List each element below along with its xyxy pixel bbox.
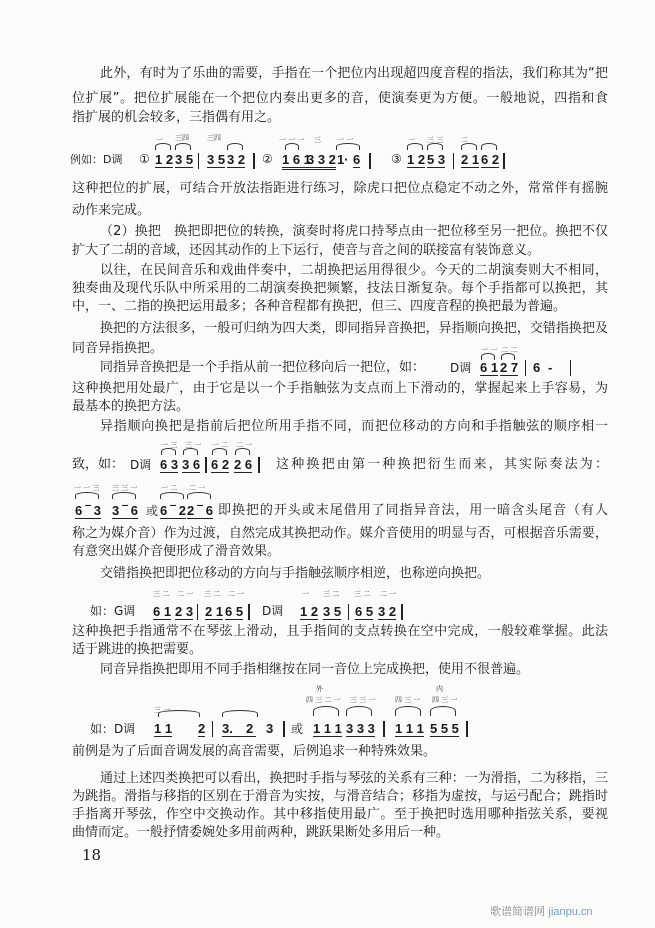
paragraph-line: 致，如： bbox=[72, 457, 125, 472]
paragraph-line: 交错指换把即把位移动的方向与手指触弦顺序相逆，也称逆向换把。 bbox=[100, 566, 491, 581]
notes: 3 2 bbox=[227, 152, 246, 167]
barline bbox=[503, 153, 505, 169]
fingering: 二 bbox=[461, 136, 468, 144]
page-number: 18 bbox=[82, 846, 102, 864]
fingering: 四 三 二 一 bbox=[306, 696, 341, 704]
fingering: 一 一 bbox=[337, 136, 354, 144]
notes: 1 2 bbox=[407, 152, 426, 167]
slur-icon bbox=[222, 710, 258, 717]
fingering: 三 二 bbox=[204, 590, 221, 598]
slur-icon bbox=[395, 706, 421, 716]
notes: 6 1 bbox=[153, 604, 172, 619]
fingering: 三 二 bbox=[354, 590, 371, 598]
fingering: 三四 bbox=[175, 134, 189, 142]
barline bbox=[401, 604, 403, 620]
fingering: 四 三 一 bbox=[432, 696, 458, 704]
paragraph-line: 位扩展”。把位扩展能在一个把位内奏出更多的音，使演奏更为方便。一般地说，四指和食 bbox=[72, 91, 608, 106]
watermark-en: jianpu.cn bbox=[548, 906, 593, 918]
paragraph-line: 以往，在民间音乐和戏曲伴奏中，二胡换把运用得很少。今天的二胡演奏则大不相同， bbox=[100, 263, 608, 278]
slur-icon bbox=[285, 143, 299, 150]
paragraph-line: 扩大了二胡的音域，还因其动作的上下运行，使音与音之间的联接富有装饰意义。 bbox=[72, 243, 541, 258]
barline bbox=[198, 153, 199, 169]
notes: 6 2 bbox=[211, 457, 230, 472]
example-label: 例如：D调 bbox=[70, 153, 123, 166]
paragraph-line: 中，一、二指的换把运用最多；各种音程都有换把，但三、四度音程的换把最为普遍。 bbox=[72, 299, 567, 314]
paragraph-line: 前例是为了后面音调发展的高音需要，后例追求一种特殊效果。 bbox=[72, 744, 437, 759]
notes: 3 5 bbox=[175, 152, 194, 167]
fingering: 一 bbox=[156, 136, 163, 144]
slur-icon bbox=[112, 492, 136, 499]
slur-icon bbox=[160, 492, 184, 499]
fingering: 三 三 一 bbox=[112, 484, 138, 492]
or-label: 或 bbox=[146, 504, 159, 518]
slur-icon bbox=[430, 706, 456, 716]
notes: 3. bbox=[222, 722, 256, 737]
slur-icon bbox=[75, 492, 99, 499]
position-mark: 外 bbox=[316, 685, 323, 693]
fingering: 一 三 bbox=[161, 441, 178, 449]
notes: 5 5 5 bbox=[430, 721, 459, 736]
fingering: 三 一 bbox=[185, 441, 202, 449]
fingering: 一 一 三 bbox=[74, 484, 100, 492]
paragraph-line: 同音异指换把即用不同手指相继按在同一音位上完成换把，使用不很普遍。 bbox=[100, 662, 530, 677]
fingering: 一 二 bbox=[161, 484, 178, 492]
example-label: 如：D调 bbox=[90, 722, 136, 736]
notes: 6 1 bbox=[480, 360, 499, 375]
fingering: 二 二 bbox=[501, 346, 518, 354]
notes: 2 6 bbox=[234, 457, 253, 472]
slur-icon bbox=[346, 706, 372, 716]
barline bbox=[369, 153, 371, 169]
notes: 5 3 bbox=[427, 152, 446, 167]
paragraph-line: 曲情而定。一般抒情委婉处多用前两种，跳跃果断处多用后一种。 bbox=[72, 825, 450, 840]
paragraph-line: 为跳指。滑指与移指的区别在于滑音为实按，与滑音结合；移指为虚按，与运弓配合；跳指时 bbox=[72, 789, 608, 804]
barline bbox=[258, 457, 260, 473]
notes: 3 5 bbox=[207, 152, 226, 167]
notes: - bbox=[548, 360, 553, 375]
paragraph-line: 即换把的开头或末尾借用了同指异音法，用一暗含头尾音（有人 bbox=[218, 503, 608, 518]
paragraph-line: 这种把位的扩展，可结合开放法指距进行练习，除虎口把位点稳定不动之外，常常伴有摇腕 bbox=[72, 181, 608, 196]
paragraph-line: 此外，有时为了乐曲的需要，手指在一个把位内出现超四度音程的指法，我们称其为“把 bbox=[100, 66, 608, 81]
notes: 6 5 bbox=[355, 604, 374, 619]
barline bbox=[197, 604, 198, 620]
fingering: 三 三 一 bbox=[350, 696, 376, 704]
notes: 3 6 bbox=[182, 457, 201, 472]
fingering: 二 一 bbox=[236, 441, 253, 449]
slur-icon bbox=[158, 710, 200, 717]
fingering: 四 三 一 bbox=[395, 696, 421, 704]
fingering: 三 二 bbox=[153, 590, 170, 598]
slur-icon bbox=[461, 143, 477, 150]
slur-icon bbox=[481, 143, 497, 150]
notes: 3 3 2 bbox=[307, 153, 336, 170]
slur-icon bbox=[175, 143, 191, 150]
fingering: 二 一 bbox=[380, 590, 397, 598]
paragraph-line: 换把的方法很多，一般可归纳为四大类，即同指异音换把，异指顺向换把，交错指换把及 bbox=[100, 321, 608, 336]
slur-icon bbox=[227, 143, 243, 150]
notes: 6 bbox=[353, 152, 361, 167]
barline bbox=[383, 721, 385, 737]
notes: 1 2 bbox=[300, 604, 319, 619]
slur-icon bbox=[501, 353, 515, 360]
barline bbox=[453, 153, 454, 169]
notes: 2 bbox=[198, 721, 206, 736]
slur-icon bbox=[155, 143, 171, 150]
slur-icon bbox=[336, 143, 360, 150]
notes: 6 5 bbox=[225, 604, 244, 619]
notes: 6 3 bbox=[160, 457, 179, 472]
slur-icon bbox=[481, 353, 495, 360]
notes: 2 7 bbox=[500, 360, 519, 375]
fingering: 三 二 bbox=[323, 590, 340, 598]
fingering: 一 二 bbox=[212, 441, 229, 449]
notes: 2 bbox=[246, 721, 254, 736]
paragraph-line: 适于跳进的换把需要。 bbox=[72, 642, 203, 657]
section-heading-line: （2）换把 换把即把位的转换，演奏时将虎口持琴点由一把位移至另一把位。换把不仅 bbox=[100, 224, 608, 239]
slur-icon bbox=[407, 143, 423, 150]
paragraph-line: 这种换把手指通常不在琴弦上滑动，且手指间的支点转换在空中完成，一般较难掌握。此法 bbox=[72, 624, 608, 639]
notes: 3 2 bbox=[378, 604, 397, 619]
fingering: 一 bbox=[408, 136, 415, 144]
barline bbox=[253, 153, 255, 169]
barline bbox=[248, 604, 250, 620]
notes: 1 1 bbox=[154, 721, 173, 736]
notes: 2 1 bbox=[205, 604, 224, 619]
notes: 6 bbox=[533, 360, 541, 375]
barline bbox=[283, 721, 285, 737]
barline bbox=[212, 721, 213, 737]
notes: 3 bbox=[266, 721, 274, 736]
fingering: 一 bbox=[302, 590, 309, 598]
fingering: 二 一 bbox=[228, 590, 245, 598]
notes: 3 ‾ 6 bbox=[112, 503, 139, 518]
paragraph-line: 动作来完成。 bbox=[72, 203, 151, 218]
circled-one: ① bbox=[139, 152, 150, 166]
notes: 1 1 1 bbox=[395, 721, 424, 736]
watermark bbox=[490, 903, 593, 919]
barline bbox=[466, 721, 468, 737]
barline bbox=[570, 360, 571, 376]
fingering: 一 一 一 bbox=[279, 136, 305, 144]
notes: 6 2 bbox=[481, 152, 500, 167]
paragraph-line: 独奏曲及现代乐队中所采用的二胡演奏换把频繁，技法日渐复杂。每个手指都可以换把，其 bbox=[72, 281, 608, 296]
circled-two: ② bbox=[262, 152, 273, 166]
fingering: 一 一 bbox=[481, 346, 498, 354]
notes: 6 ‾ 3 bbox=[75, 503, 102, 518]
watermark-cn: 歌谱简谱网 bbox=[490, 905, 545, 918]
paragraph-line: 指扩展的机会较多，三指偶有用之。 bbox=[72, 110, 281, 125]
notes: 2 ‾ 6 bbox=[187, 503, 214, 518]
notes: 6 ‾ 2 bbox=[160, 503, 187, 518]
notes: 1· bbox=[337, 152, 349, 167]
fingering: 三 bbox=[314, 136, 321, 144]
slur-icon bbox=[183, 448, 198, 455]
fingering: 二 一 bbox=[177, 590, 194, 598]
barline bbox=[348, 604, 349, 620]
key-label: D调 bbox=[262, 604, 284, 618]
notes: 2 3 bbox=[175, 604, 194, 619]
slur-icon bbox=[161, 448, 176, 455]
key-label: D调 bbox=[130, 458, 152, 472]
slur-icon bbox=[427, 143, 443, 150]
position-mark: 内 bbox=[436, 685, 443, 693]
notes: 3 5 bbox=[323, 604, 342, 619]
slur-icon bbox=[235, 448, 250, 455]
paragraph-line: 同音异指换把。 bbox=[72, 341, 164, 356]
barline bbox=[205, 457, 207, 473]
barline bbox=[525, 360, 526, 376]
paragraph-line: 最基本的换把方法。 bbox=[72, 399, 190, 414]
slur-icon bbox=[313, 706, 339, 716]
slur-icon bbox=[187, 492, 211, 499]
fingering: 三四 bbox=[207, 134, 221, 142]
fingering: 三 三 bbox=[427, 136, 444, 144]
example-label: 如：G调 bbox=[90, 604, 136, 618]
fingering: 三 一 bbox=[154, 706, 171, 714]
circled-three: ③ bbox=[391, 152, 402, 166]
paragraph-line: 这种换把由第一种换把衍生而来，其实际奏法为： bbox=[276, 457, 608, 472]
or-label: 或 bbox=[291, 722, 304, 736]
paragraph-line: 这种换把用处最广，由于它是以一个手指触弦为支点而上下滑动的，掌握起来上手容易，为 bbox=[72, 381, 608, 396]
paragraph-line: 称之为媒介音）作为过渡，自然完成其换把动作。媒介音使用的明显与否，可根据音乐需要， bbox=[72, 526, 608, 541]
paragraph-line: 异指顺向换把是指前后把位所用手指不同，而把位移动的方向和手指触弦的顺序相一 bbox=[100, 419, 608, 434]
notes: 1 2 bbox=[155, 152, 174, 167]
notes: 3 3 3 bbox=[346, 721, 375, 736]
paragraph-line: 通过上述四类换把可以看出，换把时手指与琴弦的关系有三种：一为滑指，二为移指，三 bbox=[100, 771, 608, 786]
notes: 1 6 1 bbox=[282, 153, 311, 170]
notes: 1 1 1 bbox=[313, 721, 342, 736]
paragraph-line: 手指离开琴弦，作空中交换动作。其中移指使用最广。至于换把时选用哪种指弦关系，要视 bbox=[72, 807, 608, 822]
notes: 2 1 bbox=[461, 152, 480, 167]
paragraph-line: 同指异音换把是一个手指从前一把位移向后一把位，如： bbox=[100, 360, 426, 375]
slur-icon bbox=[212, 448, 227, 455]
key-label: D调 bbox=[450, 361, 472, 375]
paragraph-line: 有意突出媒介音便形成了滑音效果。 bbox=[72, 544, 281, 559]
fingering: 二 一 bbox=[189, 484, 206, 492]
